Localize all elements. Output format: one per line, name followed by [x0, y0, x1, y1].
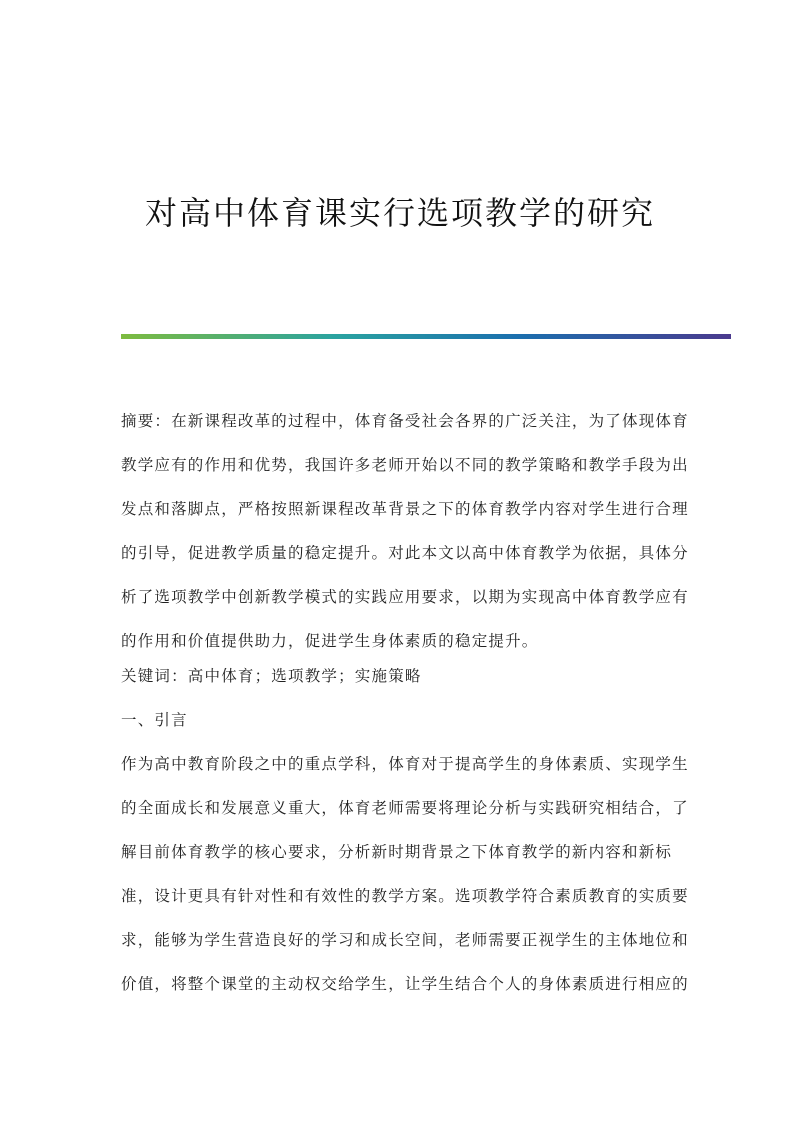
intro-line: 的全面成长和发展意义重大，体育老师需要将理论分析与实践研究相结合，了	[121, 799, 689, 817]
intro-line: 解目前体育教学的核心要求，分析新时期背景之下体育教学的新内容和新标	[121, 843, 673, 861]
intro-paragraph	[121, 742, 691, 1006]
section-heading	[121, 698, 691, 742]
abstract-line: 教学应有的作用和优势，我国许多老师开始以不同的教学策略和教学手段为出	[121, 456, 689, 474]
keywords	[121, 654, 691, 698]
keywords-line: 关键词：高中体育；选项教学；实施策略	[121, 667, 422, 685]
abstract-line: 发点和落脚点，严格按照新课程改革背景之下的体育教学内容对学生进行合理	[121, 500, 689, 518]
abstract-line: 摘要：在新课程改革的过程中，体育备受社会各界的广泛关注，为了体现体育	[121, 412, 689, 430]
intro-line: 求，能够为学生营造良好的学习和成长空间，老师需要正视学生的主体地位和	[121, 931, 689, 949]
document-title: 对高中体育课实行选项教学的研究	[144, 194, 655, 232]
intro-line: 准，设计更具有针对性和有效性的教学方案。选项教学符合素质教育的实质要	[121, 887, 689, 905]
abstract-line: 析了选项教学中创新教学模式的实践应用要求，以期为实现高中体育教学应有	[121, 588, 689, 606]
intro-line: 作为高中教育阶段之中的重点学科，体育对于提高学生的身体素质、实现学生	[121, 755, 689, 773]
intro-line: 价值，将整个课堂的主动权交给学生，让学生结合个人的身体素质进行相应的	[121, 975, 689, 993]
abstract-line: 的作用和价值提供助力，促进学生身体素质的稳定提升。	[121, 632, 539, 650]
title-divider	[121, 334, 731, 339]
abstract-line: 的引导，促进教学质量的稳定提升。对此本文以高中体育教学为依据，具体分	[121, 544, 689, 562]
abstract	[121, 399, 691, 663]
section-heading-text: 一、引言	[121, 711, 188, 729]
